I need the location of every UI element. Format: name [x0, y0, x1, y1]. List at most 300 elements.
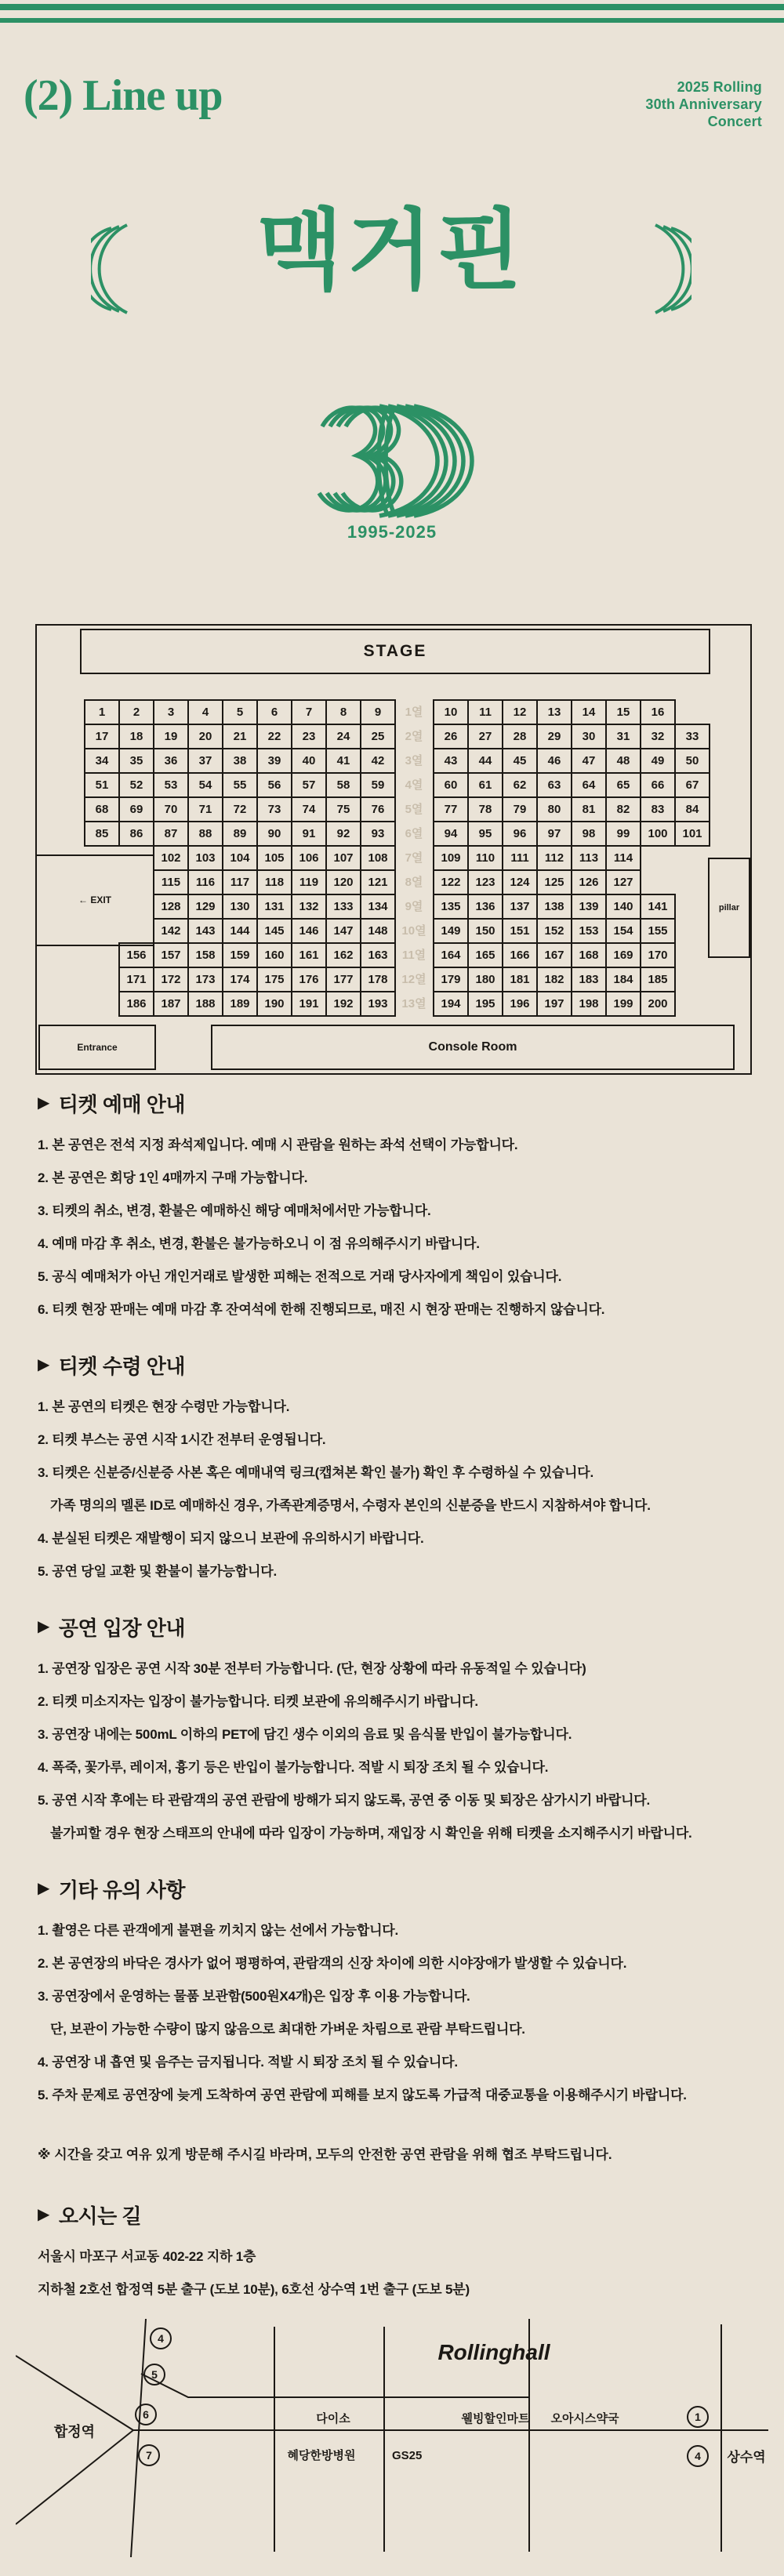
seat-block-left [84, 724, 396, 749]
seat-108: 108 [360, 845, 396, 871]
notice-section [38, 1353, 759, 1588]
seat-186: 186 [118, 991, 154, 1017]
poi-gs25: GS25 [392, 2449, 423, 2462]
seat-36: 36 [153, 748, 189, 774]
circle-1-number: 1 [695, 2411, 701, 2423]
seat-194: 194 [433, 991, 469, 1017]
seat-163: 163 [360, 942, 396, 968]
notice-section [38, 1091, 759, 1326]
seat-117: 117 [222, 869, 258, 895]
row-label: 4열 [405, 778, 423, 792]
seat-79: 79 [502, 796, 538, 822]
seat-block-left [118, 967, 396, 992]
lineup-logo: (2) Line up [24, 71, 223, 120]
seat-15: 15 [605, 699, 641, 725]
notice-section [38, 1615, 759, 1850]
seat-164: 164 [433, 942, 469, 968]
section-marker-icon: ▶ [38, 1618, 49, 1635]
seat-154: 154 [605, 918, 641, 944]
seat-50: 50 [674, 748, 710, 774]
seat-200: 200 [640, 991, 676, 1017]
seat-7: 7 [291, 699, 327, 725]
seat-27: 27 [467, 724, 503, 749]
seat-167: 167 [536, 942, 572, 968]
seat-33: 33 [674, 724, 710, 749]
seat-57: 57 [291, 772, 327, 798]
seat-block-right [433, 748, 710, 774]
seat-71: 71 [187, 796, 223, 822]
seat-125: 125 [536, 869, 572, 895]
seat-118: 118 [256, 869, 292, 895]
section-marker-icon: ▶ [38, 2206, 49, 2223]
section-item: 4. 예매 마감 후 취소, 변경, 환불은 불가능하오니 이 점 유의해주시기 바랍니다. [38, 1236, 480, 1251]
seat-100: 100 [640, 821, 676, 847]
seat-195: 195 [467, 991, 503, 1017]
seat-151: 151 [502, 918, 538, 944]
seat-28: 28 [502, 724, 538, 749]
diagonal-road-lower [16, 2430, 133, 2524]
section-item: 4. 분실된 티켓은 재발행이 되지 않으니 보관에 유의하시기 바랍니다. [38, 1531, 424, 1546]
seat-134: 134 [360, 894, 396, 920]
seat-56: 56 [256, 772, 292, 798]
seat-170: 170 [640, 942, 676, 968]
seat-188: 188 [187, 991, 223, 1017]
seat-129: 129 [187, 894, 223, 920]
seat-173: 173 [187, 967, 223, 992]
venue-street-line [141, 2374, 529, 2397]
seat-70: 70 [153, 796, 189, 822]
seat-block-left [84, 699, 396, 725]
seat-31: 31 [605, 724, 641, 749]
seat-136: 136 [467, 894, 503, 920]
hapjeong-station-label: 합정역 [53, 2424, 96, 2440]
seat-169: 169 [605, 942, 641, 968]
seat-26: 26 [433, 724, 469, 749]
seat-187: 187 [153, 991, 189, 1017]
section-title-text: 티켓 예매 안내 [58, 1092, 186, 1116]
seat-185: 185 [640, 967, 676, 992]
seat-13: 13 [536, 699, 572, 725]
seat-35: 35 [118, 748, 154, 774]
section-title [38, 2203, 759, 2226]
seat-77: 77 [433, 796, 469, 822]
seat-93: 93 [360, 821, 396, 847]
event-line-1: 2025 Rolling [677, 79, 762, 95]
seat-197: 197 [536, 991, 572, 1017]
seat-66: 66 [640, 772, 676, 798]
seat-98: 98 [571, 821, 607, 847]
seat-135: 135 [433, 894, 469, 920]
poi-daiso: 다이소 [316, 2412, 350, 2425]
seat-184: 184 [605, 967, 641, 992]
seat-22: 22 [256, 724, 292, 749]
seat-block-right [433, 724, 710, 749]
seat-block-right [433, 918, 676, 944]
seat-block-right [433, 772, 710, 798]
seat-88: 88 [187, 821, 223, 847]
seat-block-right [433, 894, 676, 920]
seat-119: 119 [291, 869, 327, 895]
seat-block-right [433, 845, 641, 871]
seat-127: 127 [605, 869, 641, 895]
seat-43: 43 [433, 748, 469, 774]
seat-23: 23 [291, 724, 327, 749]
seat-67: 67 [674, 772, 710, 798]
seat-144: 144 [222, 918, 258, 944]
seat-157: 157 [153, 942, 189, 968]
seat-20: 20 [187, 724, 223, 749]
anniversary-30-logo [310, 398, 474, 524]
row-label: 9열 [405, 900, 423, 913]
section-item: 불가피할 경우 현장 스태프의 안내에 따라 입장이 가능하며, 재입장 시 확인을 위해 티켓을 소지해주시기 바랍니다. [50, 1826, 692, 1841]
section-title [38, 1353, 759, 1377]
seat-183: 183 [571, 967, 607, 992]
seat-16: 16 [640, 699, 676, 725]
seat-176: 176 [291, 967, 327, 992]
seat-165: 165 [467, 942, 503, 968]
section-item: 3. 공연장에서 운영하는 물품 보관함(500원X4개)은 입장 후 이용 가능합니다. [38, 1989, 470, 2004]
section-item: 가족 명의의 멜론 ID로 예매하신 경우, 가족관계증명서, 수령자 본인의 신분증을 반드시 지참하셔야 합니다. [50, 1498, 651, 1513]
section-item: 5. 공연 시작 후에는 타 관람객의 공연 관람에 방해가 되지 않도록, 공연 중 이동 및 퇴장은 삼가시기 바랍니다. [38, 1793, 651, 1808]
seat-59: 59 [360, 772, 396, 798]
seat-38: 38 [222, 748, 258, 774]
seat-block-right [433, 699, 676, 725]
seat-120: 120 [325, 869, 361, 895]
artist-name: 맥거핀 [257, 201, 527, 299]
seat-78: 78 [467, 796, 503, 822]
seat-123: 123 [467, 869, 503, 895]
stage-box: STAGE [80, 629, 710, 674]
seat-block-left [153, 869, 396, 895]
seat-139: 139 [571, 894, 607, 920]
seat-158: 158 [187, 942, 223, 968]
seat-10: 10 [433, 699, 469, 725]
venue-label: Rollinghall [437, 2340, 550, 2364]
seat-83: 83 [640, 796, 676, 822]
seat-109: 109 [433, 845, 469, 871]
seat-58: 58 [325, 772, 361, 798]
seat-191: 191 [291, 991, 327, 1017]
seat-row [37, 748, 750, 774]
section-item: 2. 본 공연장의 바닥은 경사가 없어 평평하여, 관람객의 신장 차이에 의한 시야장애가 발생할 수 있습니다. [38, 1956, 627, 1971]
seat-141: 141 [640, 894, 676, 920]
seat-199: 199 [605, 991, 641, 1017]
seat-137: 137 [502, 894, 538, 920]
event-line-3: Concert [707, 114, 762, 129]
seat-189: 189 [222, 991, 258, 1017]
section-item: 5. 주차 문제로 공연장에 늦게 도착하여 공연 관람에 피해를 보지 않도록 가급적 대중교통을 이용해주시기 바랍니다. [38, 2088, 687, 2103]
seat-138: 138 [536, 894, 572, 920]
top-bar-thin [0, 18, 784, 23]
section-item: 2. 티켓 미소지자는 입장이 불가능합니다. 티켓 보관에 유의해주시기 바랍니다. [38, 1694, 478, 1709]
event-title [645, 78, 762, 130]
seat-181: 181 [502, 967, 538, 992]
row-label: 13열 [401, 997, 426, 1010]
section-item: 6. 티켓 현장 판매는 예매 마감 후 잔여석에 한해 진행되므로, 매진 시 현장 판매는 진행하지 않습니다. [38, 1302, 605, 1317]
seat-11: 11 [467, 699, 503, 725]
row-label: 2열 [405, 730, 423, 743]
seat-62: 62 [502, 772, 538, 798]
pillar-box: pillar [708, 858, 750, 958]
seat-row [37, 796, 750, 822]
seat-132: 132 [291, 894, 327, 920]
seat-65: 65 [605, 772, 641, 798]
seat-172: 172 [153, 967, 189, 992]
seat-row [37, 821, 750, 847]
seat-9: 9 [360, 699, 396, 725]
section-item: 2. 티켓 부스는 공연 시작 1시간 전부터 운영됩니다. [38, 1432, 326, 1447]
seat-24: 24 [325, 724, 361, 749]
section-item: 3. 공연장 내에는 500mL 이하의 PET에 담긴 생수 이외의 음료 및 음식물 반입이 불가능합니다. [38, 1727, 572, 1742]
section-title-text: 공연 입장 안내 [58, 1616, 186, 1640]
seat-45: 45 [502, 748, 538, 774]
row-label: 8열 [405, 876, 423, 889]
exit-5-number: 5 [151, 2368, 158, 2381]
seat-37: 37 [187, 748, 223, 774]
seat-149: 149 [433, 918, 469, 944]
seat-block-left [153, 894, 396, 920]
seat-95: 95 [467, 821, 503, 847]
seat-block-left [153, 845, 396, 871]
section-item: 단, 보관이 가능한 수량이 많지 않음으로 최대한 가벼운 차림으로 관람 부탁드립니다. [50, 2022, 525, 2037]
section-title [38, 1615, 759, 1638]
seat-94: 94 [433, 821, 469, 847]
section-title-text: 기타 유의 사항 [58, 1878, 186, 1902]
seat-179: 179 [433, 967, 469, 992]
section-title-text: 티켓 수령 안내 [58, 1354, 186, 1378]
seat-81: 81 [571, 796, 607, 822]
seat-30: 30 [571, 724, 607, 749]
seat-162: 162 [325, 942, 361, 968]
seat-block-right [433, 869, 641, 895]
anniversary-years: 1995-2025 [347, 522, 437, 542]
venue-map [16, 2313, 768, 2576]
seat-171: 171 [118, 967, 154, 992]
seat-124: 124 [502, 869, 538, 895]
seat-192: 192 [325, 991, 361, 1017]
seat-112: 112 [536, 845, 572, 871]
seat-80: 80 [536, 796, 572, 822]
seat-128: 128 [153, 894, 189, 920]
seat-14: 14 [571, 699, 607, 725]
seat-75: 75 [325, 796, 361, 822]
seat-107: 107 [325, 845, 361, 871]
seat-97: 97 [536, 821, 572, 847]
seat-5: 5 [222, 699, 258, 725]
seat-175: 175 [256, 967, 292, 992]
seat-block-left [84, 772, 396, 798]
seat-115: 115 [153, 869, 189, 895]
seat-48: 48 [605, 748, 641, 774]
seat-161: 161 [291, 942, 327, 968]
section-item: 4. 폭죽, 꽃가루, 레이저, 흉기 등은 반입이 불가능합니다. 적발 시 퇴장 조치 될 수 있습니다. [38, 1760, 549, 1775]
seat-block-left [153, 918, 396, 944]
seat-72: 72 [222, 796, 258, 822]
seat-130: 130 [222, 894, 258, 920]
seat-140: 140 [605, 894, 641, 920]
seat-110: 110 [467, 845, 503, 871]
seat-block-right [433, 942, 676, 968]
seating-chart [35, 624, 752, 1075]
seat-74: 74 [291, 796, 327, 822]
seat-111: 111 [502, 845, 538, 871]
seat-39: 39 [256, 748, 292, 774]
section-marker-icon: ▶ [38, 1880, 49, 1897]
seat-block-right [433, 821, 710, 847]
section-marker-icon: ▶ [38, 1094, 49, 1112]
seat-104: 104 [222, 845, 258, 871]
seat-3: 3 [153, 699, 189, 725]
seat-64: 64 [571, 772, 607, 798]
seat-145: 145 [256, 918, 292, 944]
subway-directions: 지하철 2호선 합정역 5분 출구 (도보 10분), 6호선 상수역 1번 출구 (도보 5분) [38, 2282, 470, 2297]
seat-105: 105 [256, 845, 292, 871]
info-sections [38, 1091, 759, 2333]
section-item: 1. 본 공연의 티켓은 현장 수령만 가능합니다. [38, 1399, 290, 1414]
seat-85: 85 [84, 821, 120, 847]
entrance-box: Entrance [38, 1025, 156, 1070]
seat-60: 60 [433, 772, 469, 798]
seat-177: 177 [325, 967, 361, 992]
seat-152: 152 [536, 918, 572, 944]
seat-block-right [433, 796, 710, 822]
seat-168: 168 [571, 942, 607, 968]
row-label: 11열 [401, 949, 426, 962]
seat-160: 160 [256, 942, 292, 968]
exit-6-number: 6 [143, 2408, 149, 2421]
seat-113: 113 [571, 845, 607, 871]
seat-21: 21 [222, 724, 258, 749]
seat-106: 106 [291, 845, 327, 871]
seat-76: 76 [360, 796, 396, 822]
seat-91: 91 [291, 821, 327, 847]
row-label: 5열 [405, 803, 423, 816]
seat-17: 17 [84, 724, 120, 749]
row-label: 7열 [405, 851, 423, 865]
row-label: 10열 [401, 924, 426, 938]
seat-34: 34 [84, 748, 120, 774]
seat-92: 92 [325, 821, 361, 847]
directions-title: 오시는 길 [58, 2204, 142, 2228]
seat-1: 1 [84, 699, 120, 725]
seat-121: 121 [360, 869, 396, 895]
section-item: 3. 티켓은 신분증/신분증 사본 혹은 예매내역 링크(캡쳐본 확인 불가) 확인 후 수령하실 수 있습니다. [38, 1465, 593, 1480]
seat-156: 156 [118, 942, 154, 968]
exit-box: ← EXIT [35, 854, 154, 946]
seat-99: 99 [605, 821, 641, 847]
seat-block-left [84, 796, 396, 822]
circle-4-number: 4 [695, 2450, 701, 2462]
seat-52: 52 [118, 772, 154, 798]
seat-84: 84 [674, 796, 710, 822]
seat-196: 196 [502, 991, 538, 1017]
seat-86: 86 [118, 821, 154, 847]
row-label: 1열 [405, 706, 423, 719]
seat-46: 46 [536, 748, 572, 774]
seat-159: 159 [222, 942, 258, 968]
seat-142: 142 [153, 918, 189, 944]
seat-116: 116 [187, 869, 223, 895]
section-item: 5. 공식 예매처가 아닌 개인거래로 발생한 피해는 전적으로 거래 당사자에게 책임이 있습니다. [38, 1269, 562, 1284]
section-title [38, 1091, 759, 1115]
section-item: 1. 촬영은 다른 관객에게 불편을 끼치지 않는 선에서 가능합니다. [38, 1923, 399, 1938]
seat-102: 102 [153, 845, 189, 871]
seat-53: 53 [153, 772, 189, 798]
seat-51: 51 [84, 772, 120, 798]
decorative-paren-right-icon [643, 221, 691, 317]
seat-182: 182 [536, 967, 572, 992]
seat-42: 42 [360, 748, 396, 774]
seat-61: 61 [467, 772, 503, 798]
section-title [38, 1877, 759, 1900]
seat-90: 90 [256, 821, 292, 847]
seat-block-left [84, 821, 396, 847]
seat-143: 143 [187, 918, 223, 944]
seat-178: 178 [360, 967, 396, 992]
seat-block-right [433, 967, 676, 992]
seat-row [37, 724, 750, 749]
sangsu-station-label: 상수역 [727, 2450, 766, 2465]
seat-55: 55 [222, 772, 258, 798]
seat-29: 29 [536, 724, 572, 749]
seat-146: 146 [291, 918, 327, 944]
venue-address: 서울시 마포구 서교동 402-22 지하 1층 [38, 2249, 256, 2264]
section-item: 4. 공연장 내 흡연 및 음주는 금지됩니다. 적발 시 퇴장 조치 될 수 있습니다. [38, 2055, 458, 2070]
seat-47: 47 [571, 748, 607, 774]
seat-155: 155 [640, 918, 676, 944]
seat-19: 19 [153, 724, 189, 749]
seat-174: 174 [222, 967, 258, 992]
seat-126: 126 [571, 869, 607, 895]
seat-190: 190 [256, 991, 292, 1017]
seat-block-left [118, 942, 396, 968]
diagonal-road-upper [16, 2356, 133, 2430]
seat-block-left [84, 748, 396, 774]
seat-44: 44 [467, 748, 503, 774]
seat-87: 87 [153, 821, 189, 847]
section-item: 2. 본 공연은 회당 1인 4매까지 구매 가능합니다. [38, 1170, 308, 1185]
directions-section [38, 2203, 759, 2306]
seat-147: 147 [325, 918, 361, 944]
seat-row [37, 699, 750, 725]
seat-block-right [433, 991, 676, 1017]
seat-150: 150 [467, 918, 503, 944]
seat-2: 2 [118, 699, 154, 725]
top-bar-thick [0, 4, 784, 10]
row-label: 6열 [405, 827, 423, 840]
section-item: 1. 공연장 입장은 공연 시작 30분 전부터 가능합니다. (단, 현장 상황에 따라 유동적일 수 있습니다) [38, 1661, 586, 1676]
seat-row [37, 772, 750, 798]
exit-4-number: 4 [158, 2332, 164, 2345]
section-item: 1. 본 공연은 전석 지정 좌석제입니다. 예매 시 관람을 원하는 좌석 선택이 가능합니다. [38, 1137, 518, 1152]
seat-73: 73 [256, 796, 292, 822]
seat-25: 25 [360, 724, 396, 749]
section-marker-icon: ▶ [38, 1356, 49, 1373]
seat-114: 114 [605, 845, 641, 871]
seat-180: 180 [467, 967, 503, 992]
station-street-line [131, 2319, 146, 2557]
seat-54: 54 [187, 772, 223, 798]
poi-pharmacy: 오아시스약국 [550, 2412, 619, 2425]
event-line-2: 30th Anniversary [645, 96, 762, 112]
seat-96: 96 [502, 821, 538, 847]
safety-notice: ※ 시간을 갖고 여유 있게 방문해 주시길 바라며, 모두의 안전한 공연 관람을 위해 협조 부탁드립니다. [38, 2147, 612, 2162]
seat-block-left [118, 991, 396, 1017]
seat-198: 198 [571, 991, 607, 1017]
seat-122: 122 [433, 869, 469, 895]
seat-63: 63 [536, 772, 572, 798]
seat-166: 166 [502, 942, 538, 968]
